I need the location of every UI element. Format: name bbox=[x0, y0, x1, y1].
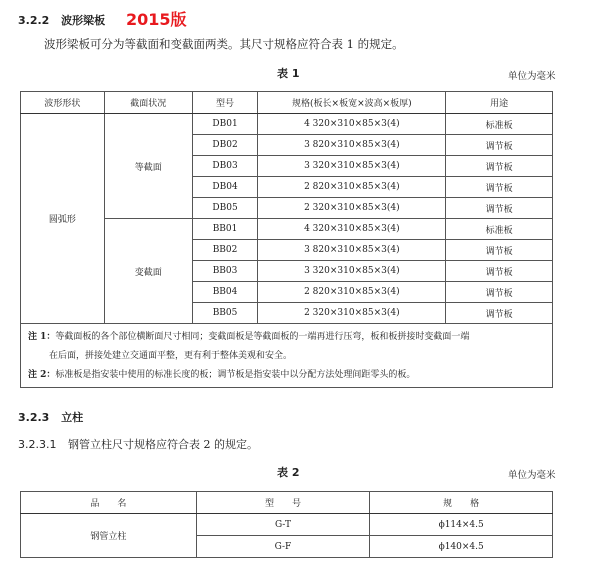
section-number: 3.2.2 bbox=[18, 14, 50, 27]
spec-cell: ϕ140×4.5 bbox=[370, 536, 553, 558]
table1-header: 用途 bbox=[446, 92, 553, 114]
section-cell: 变截面 bbox=[104, 219, 192, 324]
note-line bbox=[28, 328, 544, 347]
use-cell: 标准板 bbox=[446, 114, 553, 135]
table1-header-row bbox=[21, 92, 553, 114]
note-tag: 注 2： bbox=[28, 370, 56, 380]
use-cell: 标准板 bbox=[446, 219, 553, 240]
note-tag: 注 1： bbox=[28, 332, 56, 342]
table1-header: 截面状况 bbox=[104, 92, 192, 114]
model-cell: BB04 bbox=[192, 282, 258, 303]
section-heading-322 bbox=[18, 12, 105, 28]
section-title: 立柱 bbox=[61, 411, 84, 424]
use-cell: 调节板 bbox=[446, 177, 553, 198]
spec-cell: 3 820×310×85×3(4) bbox=[258, 240, 446, 261]
note-line bbox=[28, 366, 544, 385]
table-row bbox=[21, 514, 553, 536]
use-cell: 调节板 bbox=[446, 282, 553, 303]
edition-badge: 2015版 bbox=[126, 10, 187, 29]
section-number: 3.2.3 bbox=[18, 411, 50, 424]
spec-cell: 2 320×310×85×3(4) bbox=[258, 303, 446, 324]
table2-title: 表 2 bbox=[277, 466, 300, 479]
table2-header: 规 格 bbox=[370, 492, 553, 514]
section-title: 波形梁板 bbox=[61, 14, 106, 27]
spec-cell: 2 820×310×85×3(4) bbox=[258, 177, 446, 198]
table2-header-row bbox=[21, 492, 553, 514]
spec-cell: 3 820×310×85×3(4) bbox=[258, 135, 446, 156]
name-cell: 钢管立柱 bbox=[21, 514, 197, 558]
table1-header: 波形形状 bbox=[21, 92, 105, 114]
spec-cell: ϕ114×4.5 bbox=[370, 514, 553, 536]
clause-3231 bbox=[18, 436, 258, 452]
table2-unit: 单位为毫米 bbox=[508, 470, 556, 481]
note-text: 标准板是指安装中使用的标准长度的板；调节板是指安装中以分配方法处理间距零头的板。 bbox=[55, 370, 416, 380]
use-cell: 调节板 bbox=[446, 303, 553, 324]
table1-unit: 单位为毫米 bbox=[508, 71, 556, 82]
section-cell: 等截面 bbox=[104, 114, 192, 219]
use-cell: 调节板 bbox=[446, 198, 553, 219]
table1-notes bbox=[21, 324, 553, 388]
model-cell: BB05 bbox=[192, 303, 258, 324]
section-heading-323 bbox=[18, 409, 83, 425]
paragraph-322: 波形梁板可分为等截面和变截面两类。其尺寸规格应符合表 1 的规定。 bbox=[44, 37, 404, 51]
table1-title: 表 1 bbox=[277, 67, 300, 80]
use-cell: 调节板 bbox=[446, 240, 553, 261]
table1-header: 规格(板长×板宽×波高×板厚) bbox=[258, 92, 446, 114]
use-cell: 调节板 bbox=[446, 135, 553, 156]
table2-header: 型 号 bbox=[196, 492, 370, 514]
table-row bbox=[21, 114, 553, 135]
note-text: 等截面板的各个部位横断面尺寸相同；变截面板是等截面板的一端再进行压弯，板和板拼接时变截面一端 bbox=[55, 332, 470, 342]
shape-cell: 圆弧形 bbox=[21, 114, 105, 324]
clause-number: 3.2.3.1 bbox=[18, 438, 57, 451]
note-line: 在后面，拼接处建立交通面平整，更有利于整体美观和安全。 bbox=[49, 351, 293, 361]
table1-notes-row bbox=[21, 324, 553, 388]
model-cell: DB02 bbox=[192, 135, 258, 156]
spec-cell: 3 320×310×85×3(4) bbox=[258, 156, 446, 177]
spec-cell: 4 320×310×85×3(4) bbox=[258, 114, 446, 135]
table1 bbox=[20, 91, 553, 388]
model-cell: BB01 bbox=[192, 219, 258, 240]
spec-cell: 4 320×310×85×3(4) bbox=[258, 219, 446, 240]
model-cell: DB03 bbox=[192, 156, 258, 177]
model-cell: G-T bbox=[196, 514, 370, 536]
model-cell: DB05 bbox=[192, 198, 258, 219]
table1-header: 型号 bbox=[192, 92, 258, 114]
table2-header: 品 名 bbox=[21, 492, 197, 514]
model-cell: DB01 bbox=[192, 114, 258, 135]
model-cell: G-F bbox=[196, 536, 370, 558]
use-cell: 调节板 bbox=[446, 156, 553, 177]
table2 bbox=[20, 491, 553, 558]
use-cell: 调节板 bbox=[446, 261, 553, 282]
clause-text: 钢管立柱尺寸规格应符合表 2 的规定。 bbox=[67, 438, 258, 451]
spec-cell: 2 320×310×85×3(4) bbox=[258, 198, 446, 219]
model-cell: DB04 bbox=[192, 177, 258, 198]
spec-cell: 2 820×310×85×3(4) bbox=[258, 282, 446, 303]
model-cell: BB03 bbox=[192, 261, 258, 282]
model-cell: BB02 bbox=[192, 240, 258, 261]
spec-cell: 3 320×310×85×3(4) bbox=[258, 261, 446, 282]
